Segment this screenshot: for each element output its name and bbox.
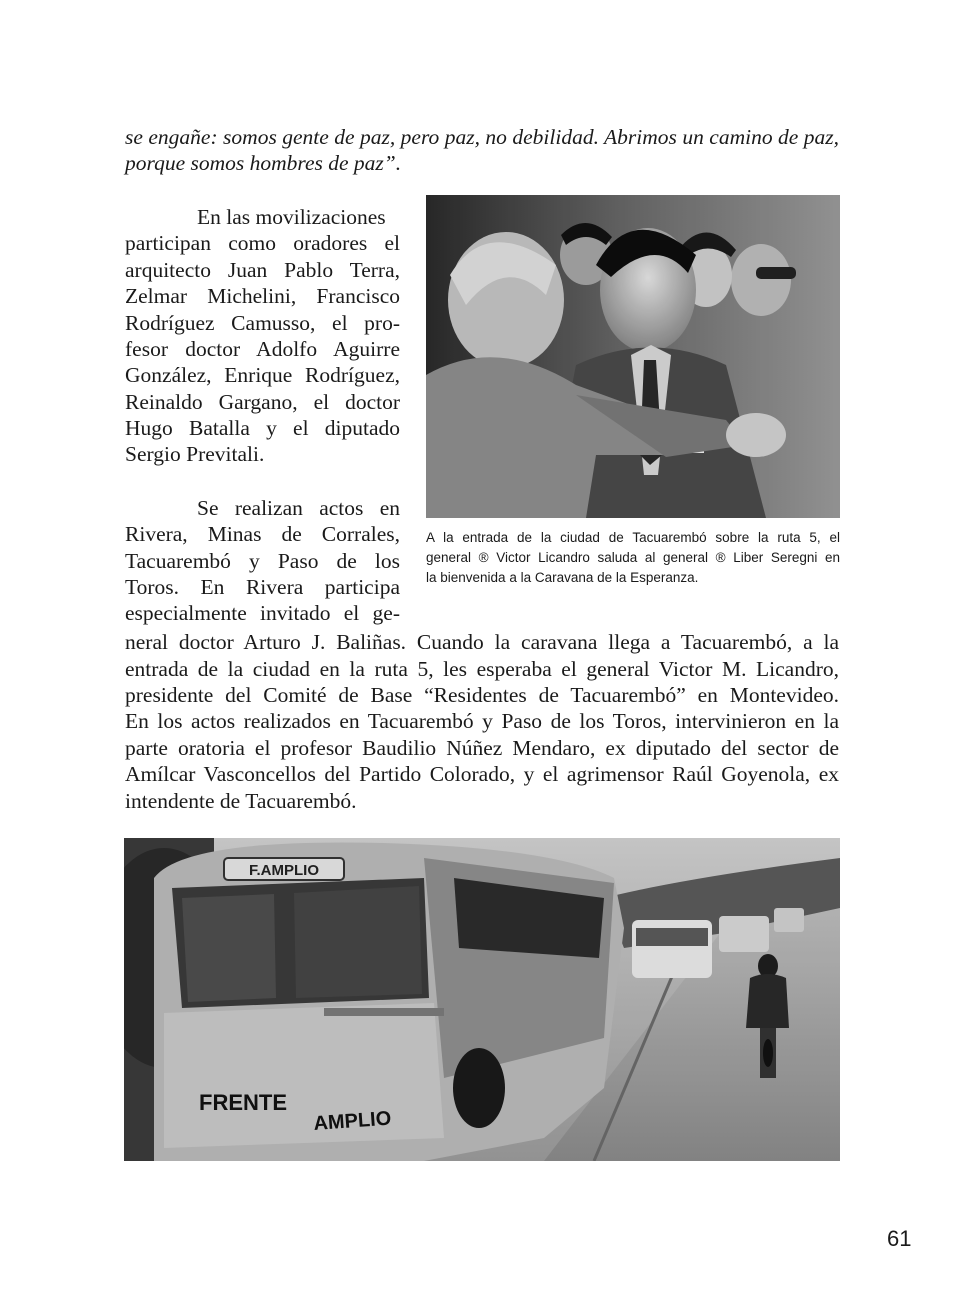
photo-greeting-image — [426, 195, 840, 518]
photo-bus-caravan — [124, 838, 840, 1161]
para2-line: Rivera, Minas de Corrales, — [125, 522, 400, 546]
quote-line-1: se engañe: somos gente de paz, pero paz, no debilidad. Abrimos un camino de paz, — [125, 125, 839, 149]
caption-line: la bienvenida a la Caravana de la Esperanza. — [426, 570, 699, 585]
bus-sign-text: F.AMPLIO — [249, 862, 319, 879]
para1-line: González, Enrique Rodríguez, — [125, 363, 400, 387]
para2-line: Tacuarembó y Paso de los — [125, 549, 400, 573]
para2-line: intendente de Tacuarembó. — [125, 789, 357, 813]
bus-banner-word-amplio: AMPLIO — [312, 1107, 392, 1135]
photo-greeting — [426, 195, 840, 518]
para2-line: especialmente invitado el ge- — [125, 601, 400, 625]
caption-line: general ® Victor Licandro saluda al general ® Liber Seregni en — [426, 550, 840, 565]
para2-line: entrada de la ciudad en la ruta 5, les esperaba el general Victor M. Licandro, — [125, 657, 839, 681]
para1-line: Rodríguez Camusso, el pro- — [125, 311, 400, 335]
para1-line: Sergio Previtali. — [125, 442, 265, 466]
para1-line: fesor doctor Adolfo Aguirre — [125, 337, 400, 361]
bus-banner-word-frente: FRENTE — [199, 1090, 287, 1115]
para1-line: participan como oradores el — [125, 231, 400, 255]
para1-line: Zelmar Michelini, Francisco — [125, 284, 400, 308]
para2-line: presidente del Comité de Base “Residentes de Tacuarembó” en Montevideo. — [125, 683, 839, 707]
caption-line: A la entrada de la ciudad de Tacuarembó sobre la ruta 5, el — [426, 530, 840, 545]
para2-line: parte oratoria el profesor Baudilio Núñez Mendaro, ex diputado del sector de — [125, 736, 839, 760]
para1-line: arquitecto Juan Pablo Terra, — [125, 258, 400, 282]
para2-line: Se realizan actos en — [197, 496, 400, 520]
photo-caption — [426, 528, 840, 588]
para1-line: Reinaldo Gargano, el doctor — [125, 390, 400, 414]
quote-line-2: porque somos hombres de paz”. — [125, 151, 402, 175]
para2-line: Toros. En Rivera participa — [125, 575, 400, 599]
photo-bus-image — [124, 838, 840, 1161]
page-number: 61 — [887, 1226, 912, 1251]
para2-line: En los actos realizados en Tacuarembó y Paso de los Toros, intervinieron en la — [125, 709, 839, 733]
para2-line: neral doctor Arturo J. Baliñas. Cuando la caravana llega a Tacuarembó, a la — [125, 630, 839, 654]
para1-line: En las movilizaciones — [197, 205, 386, 229]
para2-line: Amílcar Vasconcellos del Partido Colorado, y el agrimensor Raúl Goyenola, ex — [125, 762, 839, 786]
para1-line: Hugo Batalla y el diputado — [125, 416, 400, 440]
